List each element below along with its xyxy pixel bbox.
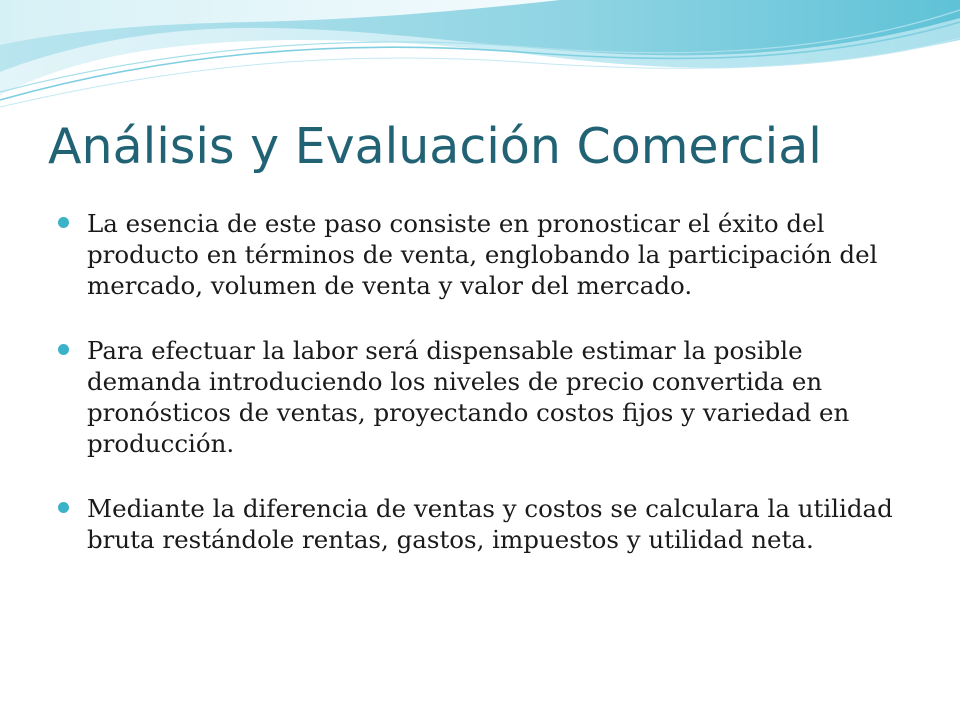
bullet-icon [58, 344, 69, 355]
bullet-icon [58, 502, 69, 513]
bullet-item [58, 335, 908, 459]
bullet-icon [58, 217, 69, 228]
header-waves-decoration [0, 0, 960, 130]
bullet-item [58, 493, 908, 555]
bullet-text: La esencia de este paso consiste en pronosticar el éxito del producto en términos de venta, englobando la participación del mercado, volumen de venta y valor del mercado. [87, 209, 878, 300]
bullet-text: Para efectuar la labor será dispensable estimar la posible demanda introduciendo los niveles de precio convertida en pronósticos de ventas, proyectando costos fijos y variedad en producción. [87, 336, 850, 458]
slide-title: Análisis y Evaluación Comercial [48, 118, 822, 175]
bullet-item [58, 208, 908, 301]
bullet-list [58, 208, 908, 589]
bullet-text: Mediante la diferencia de ventas y costos se calculara la utilidad bruta restándole rentas, gastos, impuestos y utilidad neta. [87, 494, 893, 554]
